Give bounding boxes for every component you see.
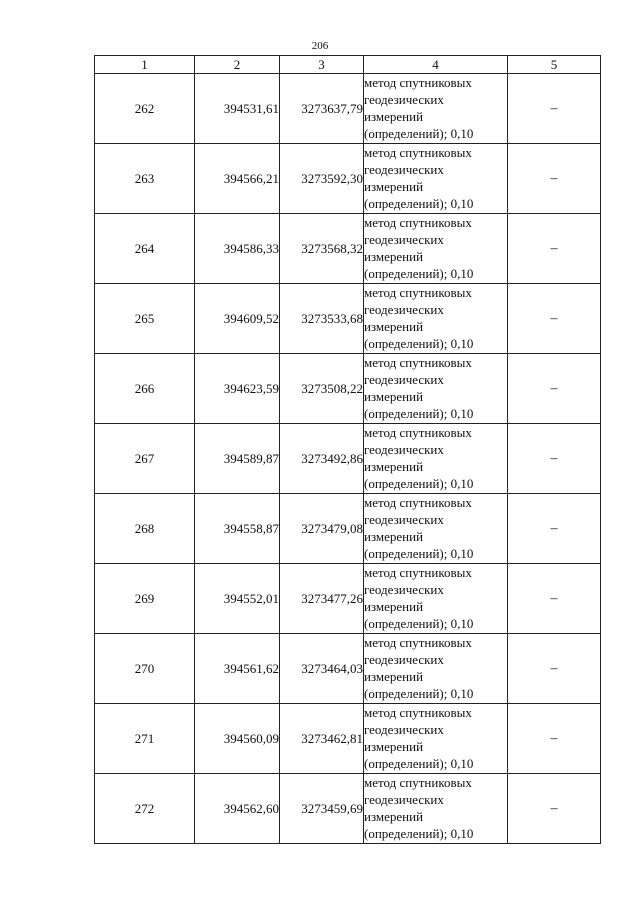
x-coordinate-cell: 394586,33: [195, 214, 280, 284]
method-cell: [364, 214, 508, 284]
note-cell: –: [508, 774, 601, 844]
y-coordinate-cell: 3273462,81: [280, 704, 364, 774]
page-number: 206: [311, 40, 329, 52]
column-header-1: 1: [95, 56, 195, 74]
method-text-line: метод спутниковых: [364, 425, 472, 440]
column-header-2: 2: [195, 56, 280, 74]
method-text-line: (определений); 0,10: [364, 756, 474, 771]
method-text-line: измерений: [364, 179, 424, 194]
x-coordinate-cell: 394558,87: [195, 494, 280, 564]
method-text-line: (определений); 0,10: [364, 686, 474, 701]
table-row: [95, 214, 601, 284]
note-cell: –: [508, 284, 601, 354]
method-text-line: измерений: [364, 669, 424, 684]
table-row: [95, 74, 601, 144]
table-row: [95, 424, 601, 494]
method-text-line: геодезических: [364, 722, 444, 737]
method-cell: [364, 144, 508, 214]
method-cell: [364, 774, 508, 844]
method-text-line: (определений); 0,10: [364, 336, 474, 351]
note-cell: –: [508, 214, 601, 284]
note-cell: –: [508, 354, 601, 424]
method-text-line: геодезических: [364, 652, 444, 667]
method-text-line: измерений: [364, 529, 424, 544]
method-text-line: метод спутниковых: [364, 635, 472, 650]
x-coordinate-cell: 394531,61: [195, 74, 280, 144]
point-number-cell: 262: [95, 74, 195, 144]
method-text-line: (определений); 0,10: [364, 196, 474, 211]
method-cell: [364, 564, 508, 634]
x-coordinate-cell: 394552,01: [195, 564, 280, 634]
table-row: [95, 494, 601, 564]
method-text-line: (определений); 0,10: [364, 616, 474, 631]
note-cell: –: [508, 74, 601, 144]
y-coordinate-cell: 3273464,03: [280, 634, 364, 704]
note-cell: –: [508, 704, 601, 774]
method-text-line: геодезических: [364, 232, 444, 247]
method-text-line: метод спутниковых: [364, 285, 472, 300]
y-coordinate-cell: 3273508,22: [280, 354, 364, 424]
table-row: [95, 284, 601, 354]
x-coordinate-cell: 394562,60: [195, 774, 280, 844]
y-coordinate-cell: 3273568,32: [280, 214, 364, 284]
method-cell: [364, 704, 508, 774]
point-number-cell: 269: [95, 564, 195, 634]
method-text-line: измерений: [364, 319, 424, 334]
column-header-5: 5: [508, 56, 601, 74]
method-text-line: геодезических: [364, 792, 444, 807]
method-text-line: (определений); 0,10: [364, 826, 474, 841]
coordinates-table: [94, 55, 601, 844]
method-text-line: метод спутниковых: [364, 355, 472, 370]
y-coordinate-cell: 3273592,30: [280, 144, 364, 214]
method-cell: [364, 424, 508, 494]
method-text-line: (определений); 0,10: [364, 406, 474, 421]
method-cell: [364, 74, 508, 144]
note-cell: –: [508, 564, 601, 634]
table-row: [95, 634, 601, 704]
method-text-line: геодезических: [364, 372, 444, 387]
method-text-line: метод спутниковых: [364, 215, 472, 230]
column-header-4: 4: [364, 56, 508, 74]
table-row: [95, 354, 601, 424]
y-coordinate-cell: 3273533,68: [280, 284, 364, 354]
method-cell: [364, 354, 508, 424]
point-number-cell: 264: [95, 214, 195, 284]
note-cell: –: [508, 424, 601, 494]
point-number-cell: 272: [95, 774, 195, 844]
table-header-row: [95, 56, 601, 74]
note-cell: –: [508, 634, 601, 704]
method-cell: [364, 284, 508, 354]
y-coordinate-cell: 3273477,26: [280, 564, 364, 634]
method-text-line: измерений: [364, 109, 424, 124]
point-number-cell: 268: [95, 494, 195, 564]
method-text-line: геодезических: [364, 442, 444, 457]
table-row: [95, 144, 601, 214]
x-coordinate-cell: 394589,87: [195, 424, 280, 494]
method-text-line: измерений: [364, 739, 424, 754]
method-text-line: (определений); 0,10: [364, 546, 474, 561]
method-text-line: измерений: [364, 809, 424, 824]
method-text-line: геодезических: [364, 512, 444, 527]
method-text-line: метод спутниковых: [364, 705, 472, 720]
note-cell: –: [508, 144, 601, 214]
y-coordinate-cell: 3273637,79: [280, 74, 364, 144]
method-text-line: (определений); 0,10: [364, 266, 474, 281]
y-coordinate-cell: 3273479,08: [280, 494, 364, 564]
method-text-line: метод спутниковых: [364, 145, 472, 160]
table-row: [95, 564, 601, 634]
method-cell: [364, 634, 508, 704]
point-number-cell: 265: [95, 284, 195, 354]
table-row: [95, 774, 601, 844]
x-coordinate-cell: 394623,59: [195, 354, 280, 424]
method-text-line: метод спутниковых: [364, 495, 472, 510]
x-coordinate-cell: 394560,09: [195, 704, 280, 774]
column-header-3: 3: [280, 56, 364, 74]
x-coordinate-cell: 394561,62: [195, 634, 280, 704]
method-text-line: геодезических: [364, 582, 444, 597]
table-body: [95, 74, 601, 844]
method-text-line: измерений: [364, 249, 424, 264]
y-coordinate-cell: 3273459,69: [280, 774, 364, 844]
point-number-cell: 271: [95, 704, 195, 774]
method-text-line: измерений: [364, 459, 424, 474]
point-number-cell: 263: [95, 144, 195, 214]
method-cell: [364, 494, 508, 564]
point-number-cell: 270: [95, 634, 195, 704]
note-cell: –: [508, 494, 601, 564]
method-text-line: метод спутниковых: [364, 565, 472, 580]
y-coordinate-cell: 3273492,86: [280, 424, 364, 494]
method-text-line: геодезических: [364, 92, 444, 107]
point-number-cell: 267: [95, 424, 195, 494]
method-text-line: (определений); 0,10: [364, 126, 474, 141]
method-text-line: геодезических: [364, 302, 444, 317]
method-text-line: геодезических: [364, 162, 444, 177]
x-coordinate-cell: 394609,52: [195, 284, 280, 354]
point-number-cell: 266: [95, 354, 195, 424]
x-coordinate-cell: 394566,21: [195, 144, 280, 214]
method-text-line: метод спутниковых: [364, 775, 472, 790]
method-text-line: измерений: [364, 389, 424, 404]
method-text-line: (определений); 0,10: [364, 476, 474, 491]
table-row: [95, 704, 601, 774]
method-text-line: измерений: [364, 599, 424, 614]
method-text-line: метод спутниковых: [364, 75, 472, 90]
